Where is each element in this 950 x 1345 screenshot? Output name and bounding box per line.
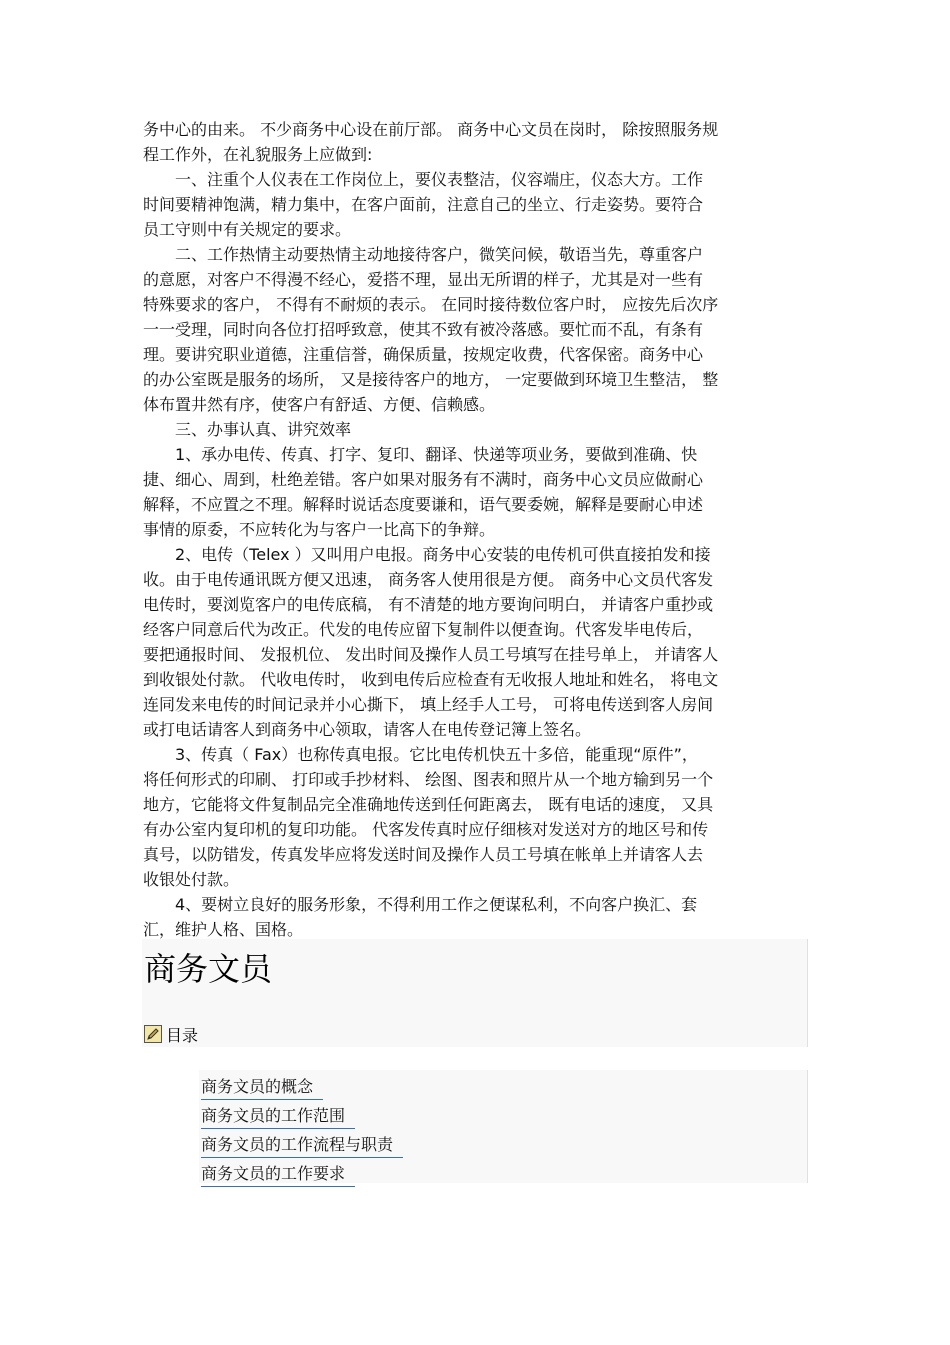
body-text: [143, 117, 810, 942]
body-line: 程工作外，在礼貌服务上应做到:: [143, 145, 373, 164]
body-line: 真号，以防错发，传真发毕应将发送时间及操作人员工号填在帐单上并请客人去: [143, 845, 704, 864]
wiki-title: 商务文员: [144, 950, 273, 988]
body-line: 将任何形式的印刷、 打印或手抄材料、 绘图、图表和照片从一个地方输到另一个: [143, 770, 714, 789]
toc-link[interactable]: 商务文员的工作要求: [201, 1162, 355, 1187]
body-line: 地方，它能将文件复制品完全准确地传送到任何距离去， 既有电话的速度， 又具: [143, 795, 714, 814]
body-line: 二、工作热情主动要热情主动地接待客户，微笑问候，敬语当先，尊重客户: [143, 245, 704, 264]
body-line: 时间要精神饱满，精力集中，在客户面前，注意自己的坐立、行走姿势。要符合: [143, 195, 704, 214]
body-line: 要把通报时间、 发报机位、 发出时间及操作人员工号填写在挂号单上， 并请客人: [143, 645, 719, 664]
body-line: 或打电话请客人到商务中心领取，请客人在电传登记簿上签名。: [143, 720, 592, 739]
wiki-header-panel: [142, 939, 808, 1047]
body-line: 2、电传（Telex ）又叫用户电报。商务中心安装的电传机可供直接拍发和接: [143, 545, 711, 564]
body-line: 务中心的由来。 不少商务中心设在前厅部。 商务中心文员在岗时， 除按照服务规: [143, 120, 719, 139]
body-line: 汇，维护人格、国格。: [143, 920, 304, 939]
toc-link[interactable]: 商务文员的概念: [201, 1075, 323, 1100]
body-line: 的意愿，对客户不得漫不经心，爱搭不理，显出无所谓的样子，尤其是对一些有: [143, 270, 704, 289]
edit-pencil-icon: [144, 1025, 162, 1043]
toc-link[interactable]: 商务文员的工作范围: [201, 1104, 355, 1129]
body-line: 员工守则中有关规定的要求。: [143, 220, 352, 239]
body-line: 体布置井然有序，使客户有舒适、方便、信赖感。: [143, 395, 496, 414]
body-line: 三、办事认真、讲究效率: [143, 420, 352, 439]
body-line: 经客户同意后代为改正。代发的电传应留下复制件以便查询。代客发毕电传后，: [143, 620, 704, 639]
body-line: 3、传真（ Fax）也称传真电报。它比电传机快五十多倍，能重现“原件”，: [143, 745, 698, 764]
body-line: 4、要树立良好的服务形象，不得利用工作之便谋私利，不向客户换汇、套: [143, 895, 698, 914]
toc-link[interactable]: 商务文员的工作流程与职责: [201, 1133, 403, 1158]
body-line: 收。由于电传通讯既方便又迅速， 商务客人使用很是方便。 商务中心文员代客发: [143, 570, 714, 589]
body-line: 一一受理，同时向各位打招呼致意，使其不致有被冷落感。要忙而不乱，有条有: [143, 320, 704, 339]
body-line: 连同发来电传的时间记录并小心撕下， 填上经手人工号， 可将电传送到客人房间: [143, 695, 714, 714]
body-line: 事情的原委，不应转化为与客户一比高下的争辩。: [143, 520, 496, 539]
toc-toggle[interactable]: [144, 1023, 198, 1045]
body-line: 理。要讲究职业道德，注重信誉，确保质量，按规定收费，代客保密。商务中心: [143, 345, 704, 364]
body-line: 到收银处付款。 代收电传时， 收到电传后应检查有无收报人地址和姓名， 将电文: [143, 670, 719, 689]
body-line: 的办公室既是服务的场所， 又是接待客户的地方， 一定要做到环境卫生整洁， 整: [143, 370, 719, 389]
body-line: 特殊要求的客户， 不得有不耐烦的表示。 在同时接待数位客户时， 应按先后次序: [143, 295, 719, 314]
body-line: 一、注重个人仪表在工作岗位上，要仪表整洁，仪容端庄，仪态大方。工作: [143, 170, 704, 189]
body-line: 收银处付款。: [143, 870, 240, 889]
toc-list: [199, 1070, 808, 1183]
body-line: 解释，不应置之不理。解释时说话态度要谦和，语气要委婉，解释是要耐心申述: [143, 495, 704, 514]
body-line: 有办公室内复印机的复印功能。 代客发传真时应仔细核对发送对方的地区号和传: [143, 820, 709, 839]
body-line: 电传时，要浏览客户的电传底稿， 有不清楚的地方要询问明白， 并请客户重抄或: [143, 595, 714, 614]
toc-label: 目录: [166, 1025, 199, 1045]
body-line: 1、承办电传、传真、打字、复印、翻译、快递等项业务，要做到准确、快: [143, 445, 698, 464]
body-line: 捷、细心、周到，杜绝差错。客户如果对服务有不满时，商务中心文员应做耐心: [143, 470, 704, 489]
